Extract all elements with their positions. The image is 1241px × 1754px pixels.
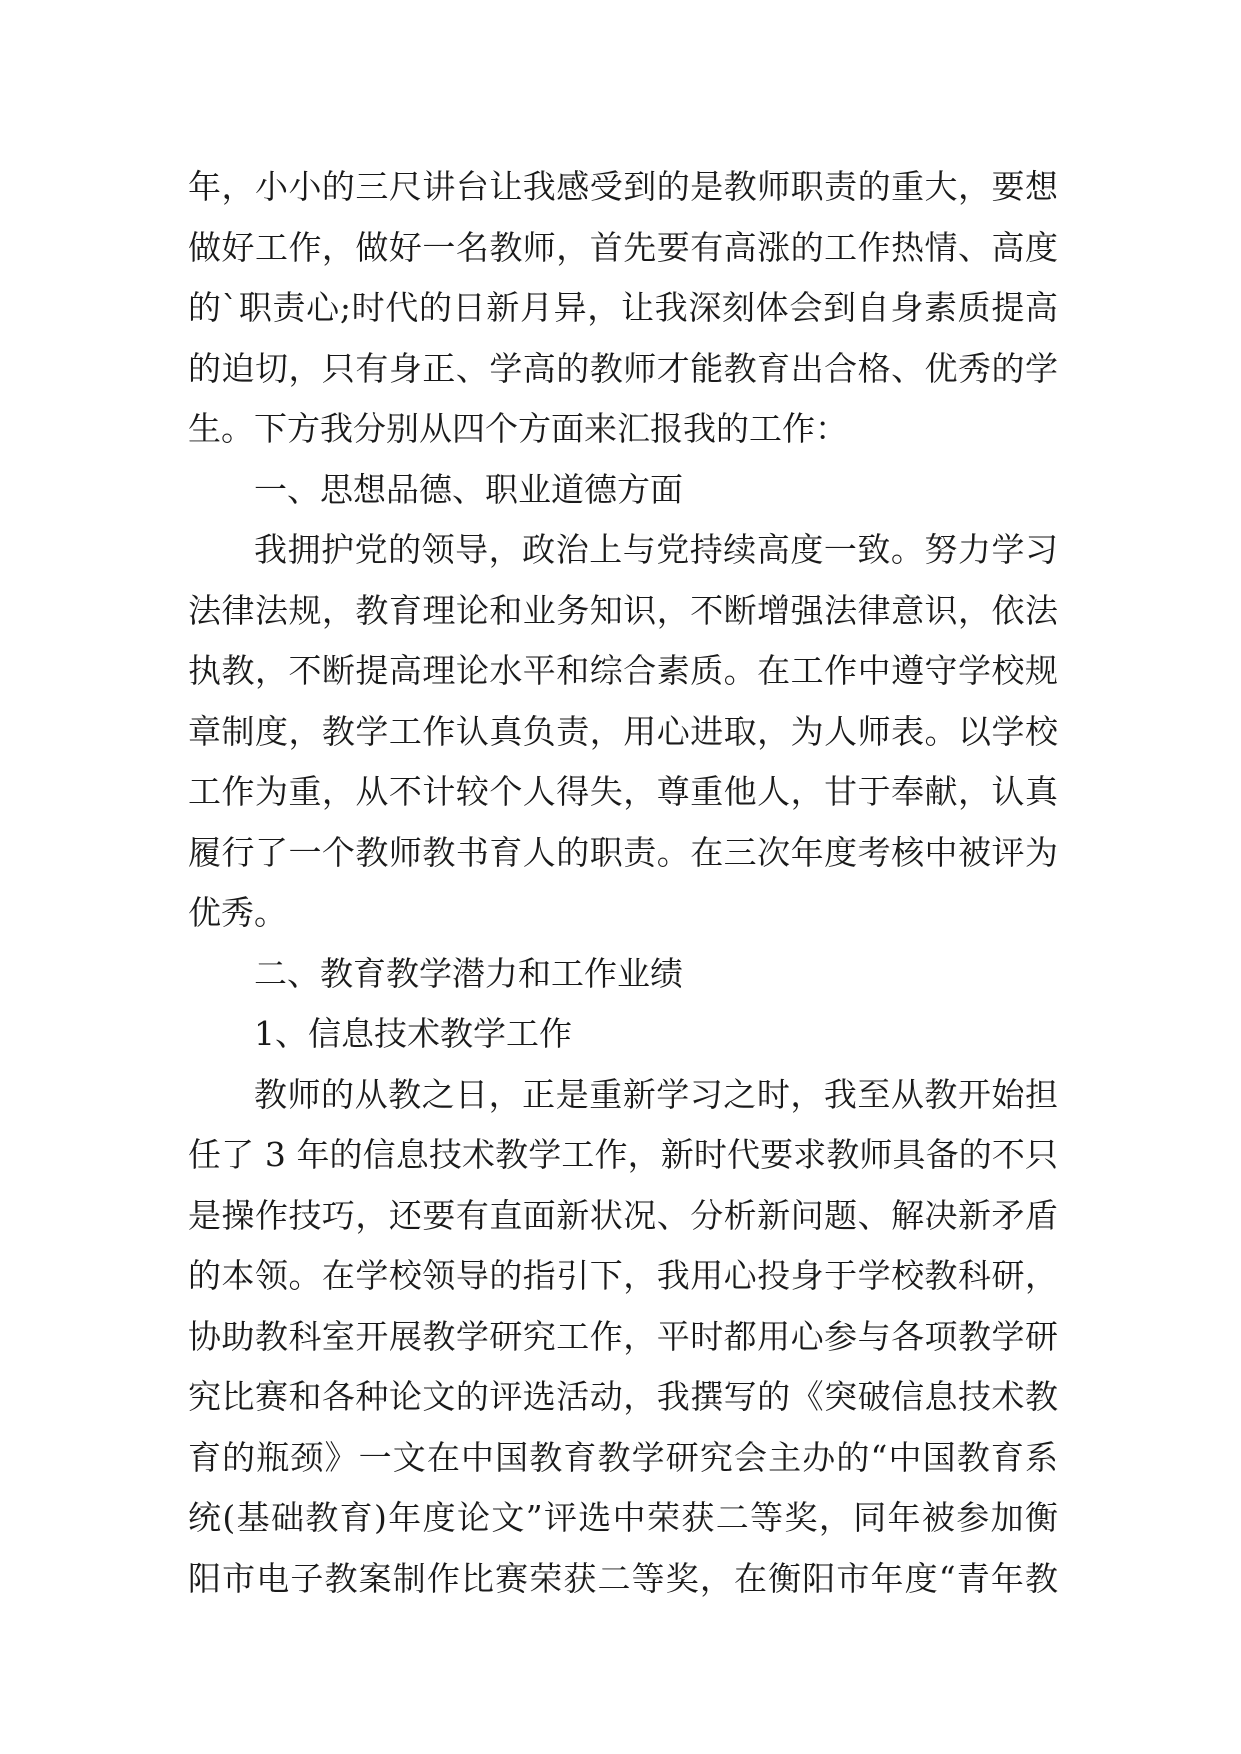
document-body [188, 157, 1058, 1609]
text-line: 工作为重，从不计较个人得失，尊重他人，甘于奉献，认真 [188, 772, 1058, 811]
text-line: 的`职责心;时代的日新月异，让我深刻体会到自身素质提高 [188, 288, 1058, 327]
text-line: 法律法规，教育理论和业务知识，不断增强法律意识，依法 [188, 590, 1058, 630]
text-line: 的本领。在学校领导的指引下，我用心投身于学校教科研， [188, 1256, 1058, 1295]
text-line: 阳市电子教案制作比赛荣获二等奖，在衡阳市年度“青年教 [188, 1558, 1058, 1598]
section-heading: 一、思想品德、职业道德方面 [254, 469, 683, 509]
text-line: 教师的从教之日，正是重新学习之时，我至从教开始担 [254, 1074, 1058, 1114]
text-line: 究比赛和各种论文的评选活动，我撰写的《突破信息技术教 [188, 1377, 1058, 1416]
text-line: 履行了一个教师教书育人的职责。在三次年度考核中被评为 [188, 832, 1058, 872]
text-line: 年，小小的三尺讲台让我感受到的是教师职责的重大，要想 [188, 167, 1058, 206]
text-line: 是操作技巧，还要有直面新状况、分析新问题、解决新矛盾 [188, 1195, 1058, 1235]
text-line: 优秀。 [188, 893, 287, 932]
text-line: 我拥护党的领导，政治上与党持续高度一致。努力学习 [254, 530, 1058, 569]
subsection-heading: 1、信息技术教学工作 [254, 1014, 572, 1053]
text-line: 做好工作，做好一名教师，首先要有高涨的工作热情、高度 [188, 227, 1058, 267]
text-line: 任了 3 年的信息技术教学工作，新时代要求教师具备的不只 [188, 1135, 1058, 1174]
text-line: 生。下方我分别从四个方面来汇报我的工作： [188, 409, 848, 448]
section-heading: 二、教育教学潜力和工作业绩 [254, 953, 683, 993]
text-line: 育的瓶颈》一文在中国教育教学研究会主办的“中国教育系 [188, 1437, 1058, 1477]
text-line: 协助教科室开展教学研究工作，平时都用心参与各项教学研 [188, 1316, 1058, 1356]
text-line: 统(基础教育)年度论文”评选中荣获二等奖，同年被参加衡 [188, 1498, 1058, 1537]
text-line: 的迫切，只有身正、学高的教师才能教育出合格、优秀的学 [188, 348, 1058, 388]
text-line: 执教，不断提高理论水平和综合素质。在工作中遵守学校规 [188, 651, 1058, 690]
text-line: 章制度，教学工作认真负责，用心进取，为人师表。以学校 [188, 711, 1058, 751]
